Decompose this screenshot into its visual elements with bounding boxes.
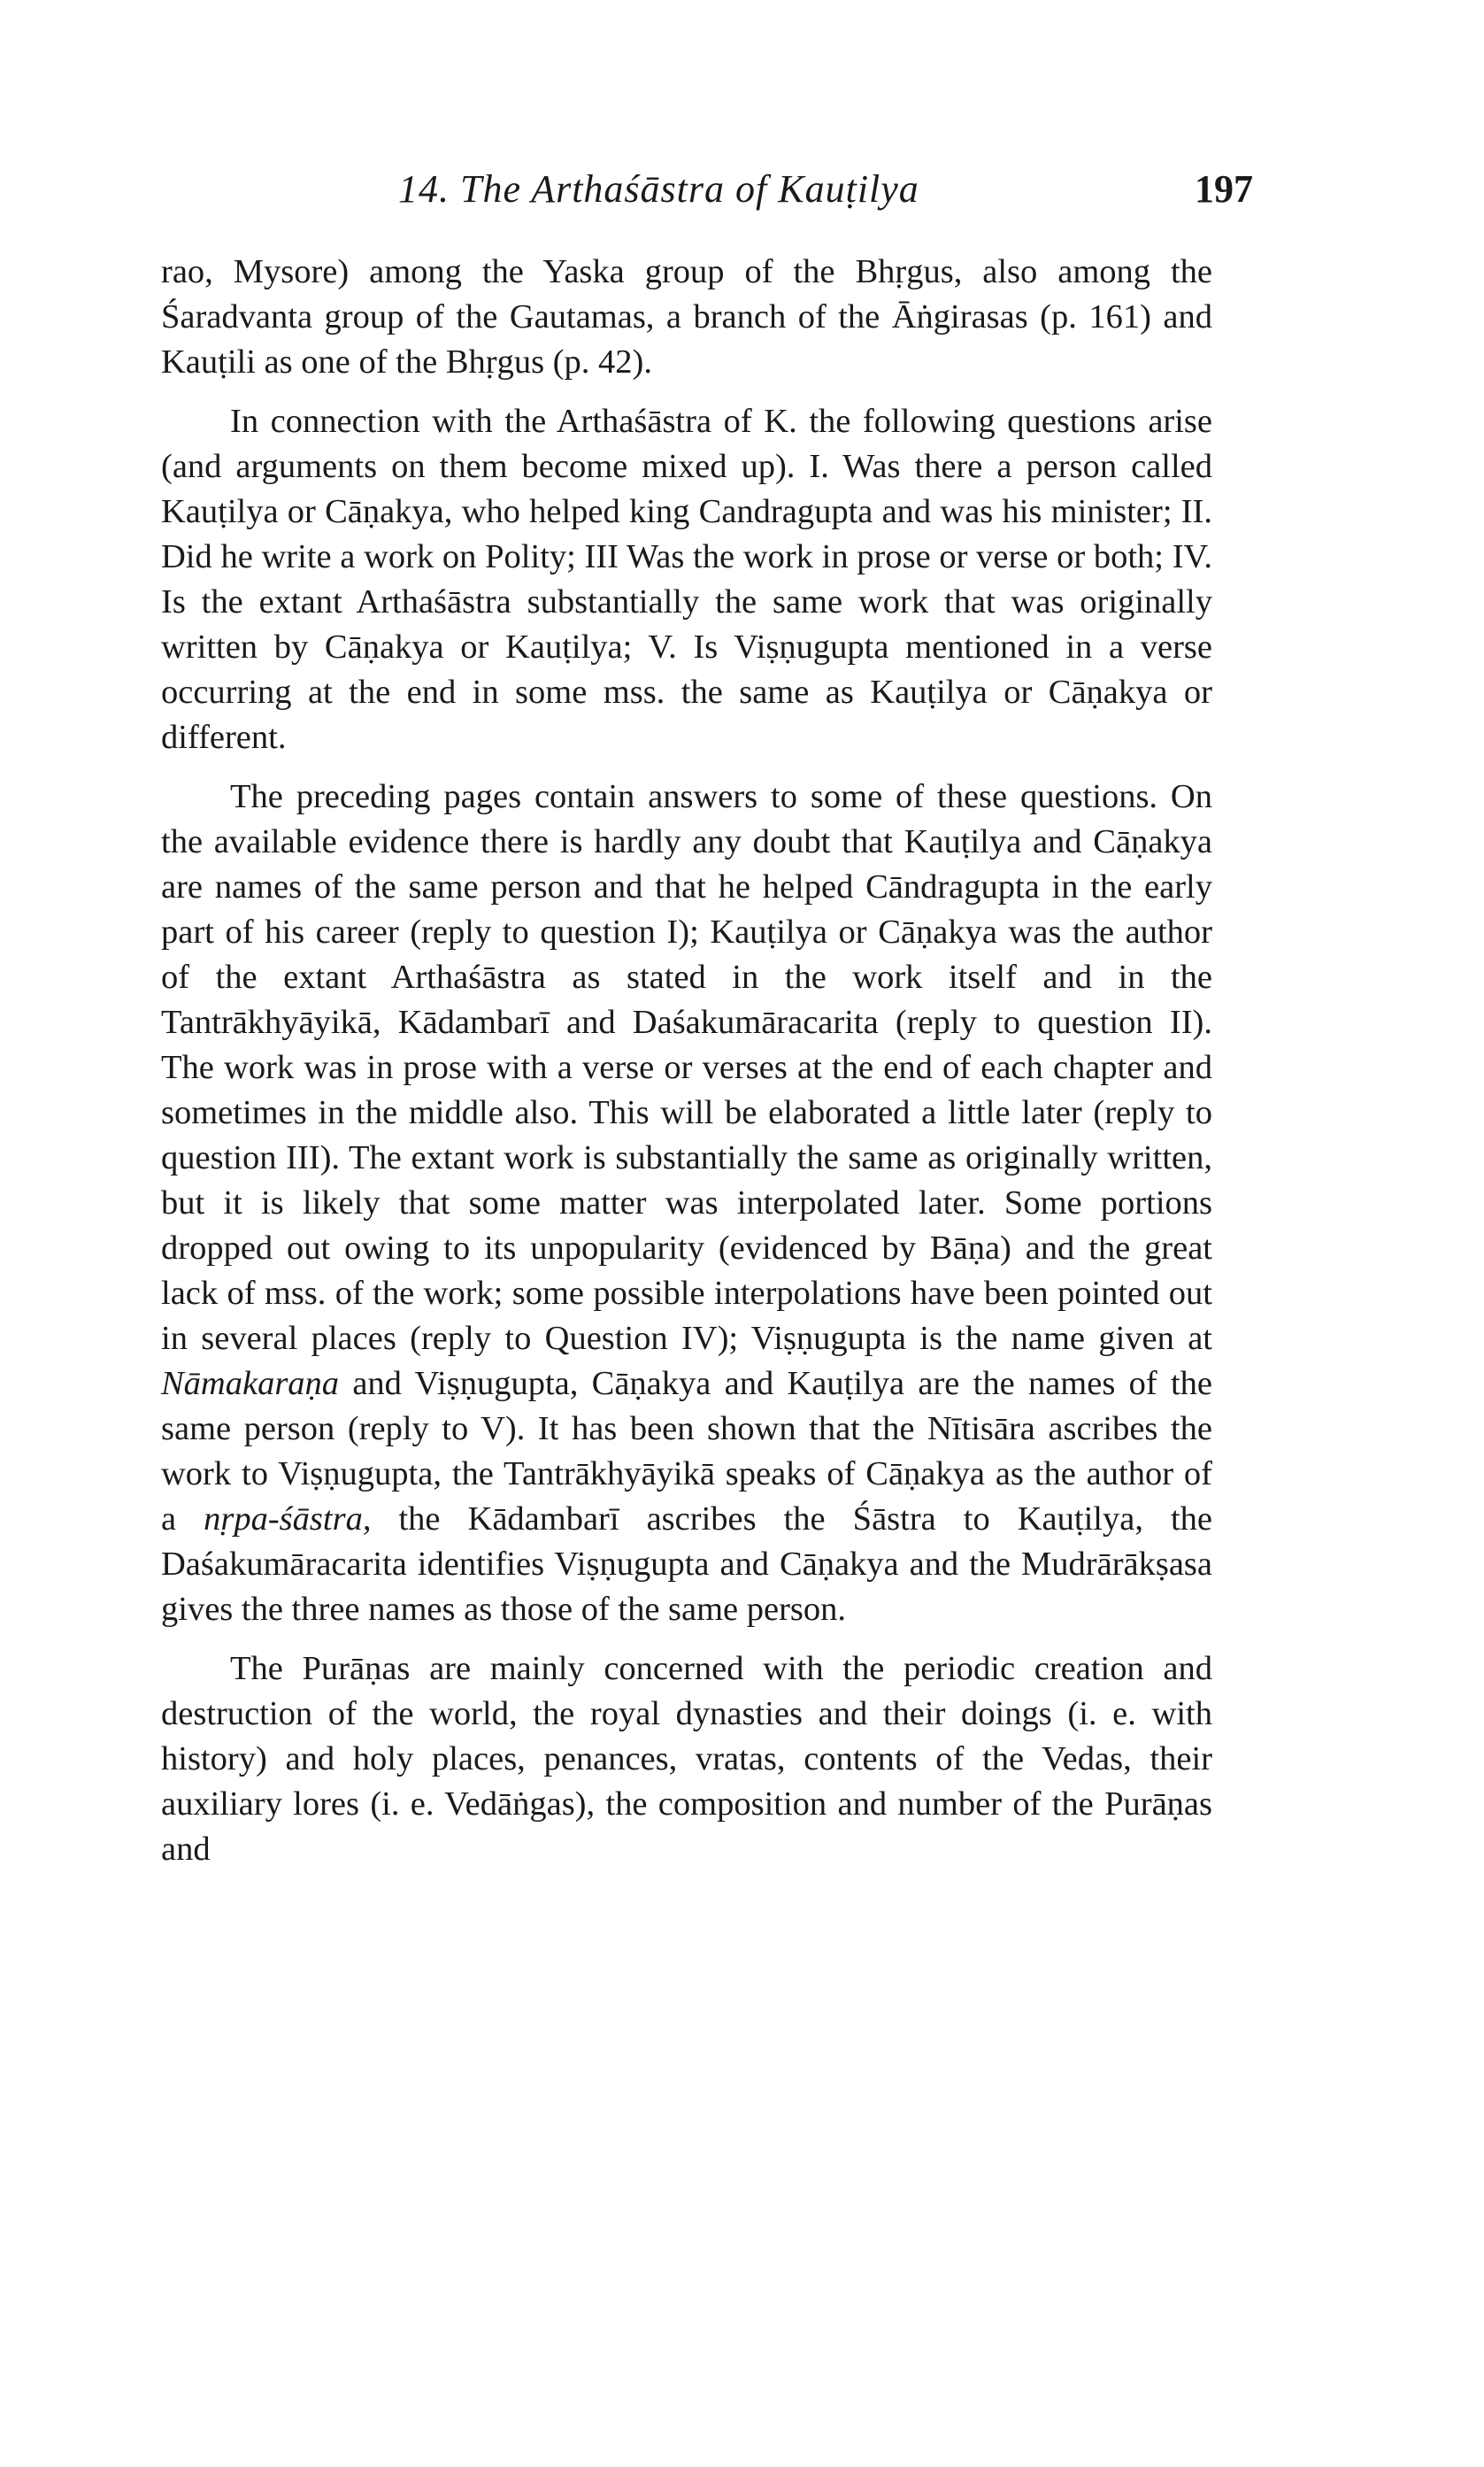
running-header [159, 166, 1253, 220]
answers-italic-namakarana: Nāmakaraṇa [161, 1365, 340, 1402]
paragraph-questions: In connection with the Arthaśāstra of K. the following questions arise (and arguments on them become mixed up). I. Was there a person called Kauṭilya or Cāṇakya, who helped king Candragupta and was his minister; II. Did he write a work on Polity; III Was the work in prose or verse or both; IV. Is the extant Arthaśāstra substantially the same work that was originally written by Cāṇakya or Kauṭilya; V. Is Viṣṇugupta mentioned in a verse occurring at the end in some mss. the same as Kauṭilya or Cāṇakya or different. [161, 403, 1212, 756]
running-title: 14. The Arthaśāstra of Kauṭilya [398, 167, 919, 211]
answers-text-c: the Kādambarī ascribes the Śāstra to Kauṭilya, the Daśakumāracarita identifies Viṣṇugupta and Cāṇakya and the Mudrārākṣasa gives the three names as those of the same person. [161, 1500, 1212, 1628]
paragraph-answers [161, 775, 1212, 1632]
answers-italic-nrpasastra: nṛpa-śāstra, [204, 1500, 372, 1538]
paragraph-continuation: rao, Mysore) among the Yaska group of the Bhṛgus, also among the Śaradvanta group of the Gautamas, a branch of the Āṅgirasas (p. 161) and Kauṭili as one of the Bhṛgus (p. 42). [161, 253, 1212, 381]
answers-text-a: The preceding pages contain answers to some of these questions. On the available evidence there is hardly any doubt that Kauṭilya and Cāṇakya are names of the same person and that he helped Cāndragupta in the early part of his career (reply to question I); Kauṭilya or Cāṇakya was the author of the extant Arthaśāstra as stated in the work itself and in the Tantrākhyāyikā, Kādambarī and Daśakumāracarita (reply to question II). The work was in prose with a verse or verses at the end of each chapter and sometimes in the middle also. This will be elaborated a little later (reply to question III). The extant work is substantially the same as originally written, but it is likely that some matter was interpolated later. Some portions dropped out owing to its unpopularity (evidenced by Bāṇa) and the great lack of mss. of the work; some possible interpolations have been pointed out in several places (reply to Question IV); Viṣṇugupta is the name given at [161, 778, 1212, 1357]
answers-text-b: and Viṣṇugupta, Cāṇakya and Kauṭilya are the names of the same person (reply to V). It has been shown that the Nītisāra ascribes the work to Viṣṇugupta, the Tantrākhyāyikā speaks of Cāṇakya as the author of a [161, 1365, 1212, 1538]
page-body [161, 250, 1212, 1886]
paragraph-puranas: The Purāṇas are mainly concerned with the periodic creation and destruction of the world, the royal dynasties and their doings (i. e. with history) and holy places, penances, vratas, contents of the Vedas, their auxiliary lores (i. e. Vedāṅgas), the composition and number of the Purāṇas and [161, 1650, 1212, 1868]
page-number: 197 [1195, 167, 1253, 211]
